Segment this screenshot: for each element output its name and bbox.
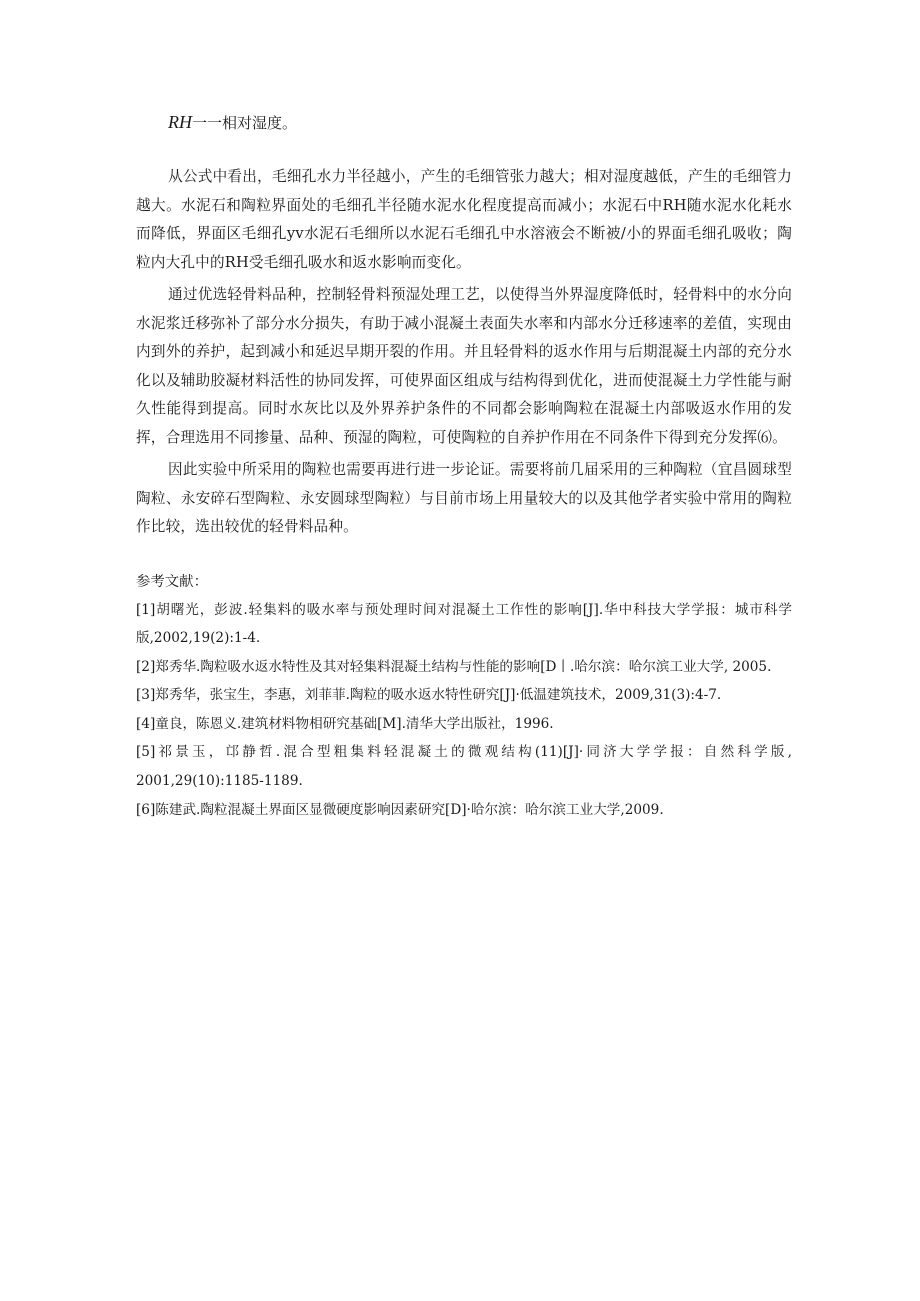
document-page	[136, 108, 792, 824]
body-paragraph-selection: 因此实验中所采用的陶粒也需要再进行进一步论证。需要将前几届采用的三种陶粒（宜昌圆球型陶粒、永安碎石型陶粒、永安圆球型陶粒）与目前市场上用量较大的以及其他学者实验中常用的陶粒作比较，选出较优的轻骨料品种。	[136, 461, 792, 535]
reference-list	[136, 596, 792, 825]
reference-item: [5]祁景玉，邙静哲.混合型粗集料轻混凝土的微观结构(11)[J]·同济大学学报：自然科学版, 2001,29(10):1185-1189.	[136, 744, 792, 790]
formula-symbol: RH	[168, 112, 192, 132]
reference-item: [3]郑秀华，张宝生，李惠，刘菲菲.陶粒的吸水返水特性研究[J]·低温建筑技术，2009,31(3):4-7.	[136, 687, 722, 704]
reference-item: [1]胡曙光，彭波.轻集料的吸水率与预处理时间对混凝土工作性的影响[J].华中科技大学学报：城市科学版,2002,19(2):1-4.	[136, 601, 792, 647]
formula-definition: 相对湿度。	[222, 114, 298, 132]
body-paragraph-curing: 通过优选轻骨料品种，控制轻骨料预湿处理工艺，以使得当外界湿度降低时，轻骨料中的水分向水泥浆迁移弥补了部分水分损失，有助于减小混凝土表面失水率和内部水分迁移速率的差值，实现由内到外的养护，起到减小和延迟早期开裂的作用。并且轻骨料的返水作用与后期混凝土内部的充分水化以及辅助胶凝材料活性的协同发挥，可使界面区组成与结构得到优化，进而使混凝土力学性能与耐久性能得到提高。同时水灰比以及外界养护条件的不同都会影响陶粒在混凝土内部吸返水作用的发挥，合理选用不同掺量、品种、预湿的陶粒，可使陶粒的自养护作用在不同条件下得到充分发挥⑹。	[136, 286, 792, 446]
references-heading: 参考文献：	[136, 573, 208, 590]
reference-item: [2]郑秀华.陶粒吸水返水特性及其对轻集料混凝土结构与性能的影响[D丨.哈尔滨：哈尔滨工业大学, 2005.	[136, 658, 772, 675]
body-paragraph-capillary: 从公式中看出，毛细孔水力半径越小，产生的毛细管张力越大；相对湿度越低，产生的毛细管力越大。水泥石和陶粒界面处的毛细孔半径随水泥水化程度提高而减小；水泥石中RH随水泥水化耗水而降低，界面区毛细孔yv水泥石毛细所以水泥石毛细孔中水溶液会不断被/小的界面毛细孔吸收；陶粒内大孔中的RH受毛细孔吸水和返水影响而变化。	[136, 168, 792, 271]
formula-dash: 一一	[192, 114, 223, 132]
reference-item: [6]陈建武.陶粒混凝土界面区显微硬度影响因素研究[D]·哈尔滨：哈尔滨工业大学,2009.	[136, 801, 664, 818]
reference-item: [4]童良，陈恩义.建筑材料物相研究基础[M].清华大学出版社，1996.	[136, 715, 554, 732]
formula-symbol-note	[168, 108, 792, 137]
